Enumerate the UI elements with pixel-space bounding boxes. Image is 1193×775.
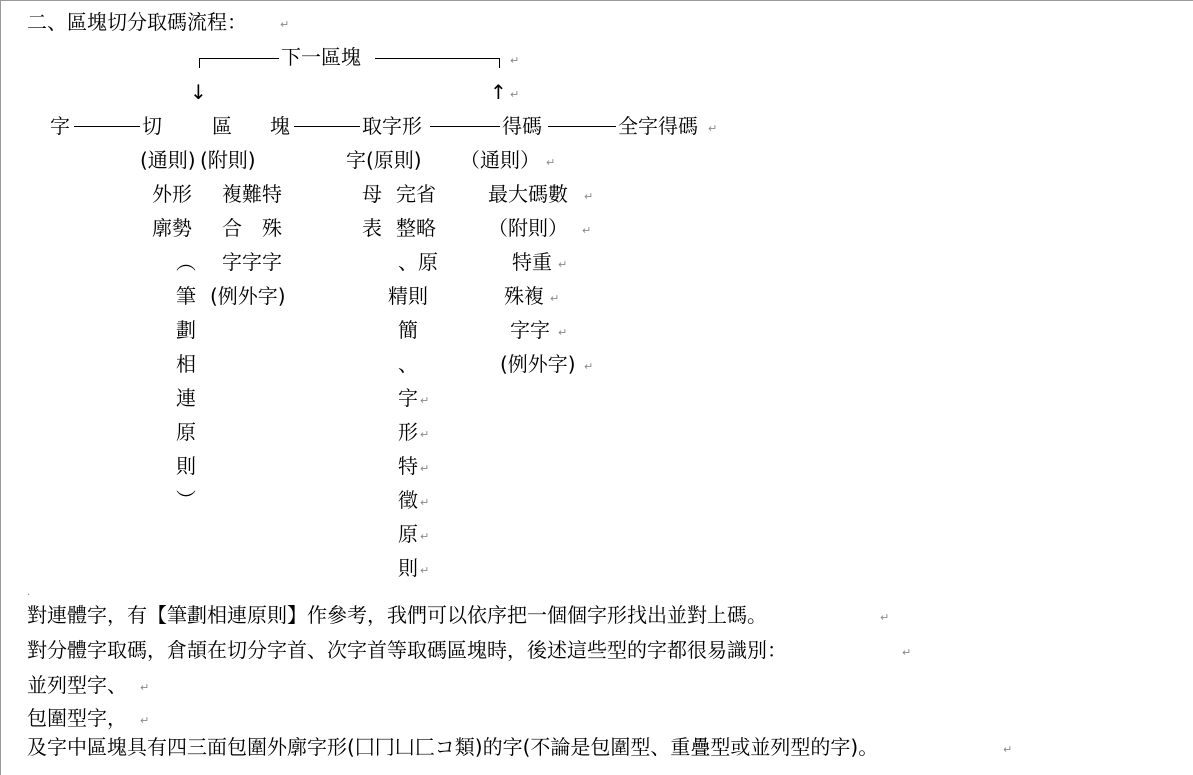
- vertical-char: 、: [398, 352, 418, 376]
- paragraph-mark: ↵: [420, 462, 430, 475]
- mu-biao-2: 表: [362, 216, 382, 240]
- node-zi: 字: [50, 114, 70, 138]
- node-quan-zi-de-ma: 全字得碼: [618, 114, 698, 138]
- paragraph-mark: ↵: [546, 156, 556, 169]
- vertical-char: ︶: [176, 488, 196, 512]
- vertical-char: 連: [176, 386, 196, 410]
- vertical-char: 則: [176, 454, 196, 478]
- complex-line-1: 複難特: [222, 182, 282, 206]
- node-de-ma: 得碼: [502, 114, 542, 138]
- vertical-char: 徵: [398, 488, 418, 512]
- vertical-char: 形: [398, 420, 418, 444]
- paragraph-mark: ↵: [708, 122, 718, 135]
- vertical-char: 筆: [176, 284, 196, 308]
- node-qu-zi-xing: 取字形: [362, 114, 422, 138]
- paragraph-mark: ↵: [140, 681, 150, 694]
- paragraph-mark: ↵: [902, 646, 912, 659]
- vertical-char: 特: [398, 454, 418, 478]
- paragraph-mark: ↵: [550, 292, 560, 305]
- de-ma-general: （通則）: [460, 148, 540, 172]
- paragraph-mark: ↵: [584, 190, 594, 203]
- node-qie: 切: [142, 114, 162, 138]
- paragraph-mark: ↵: [558, 258, 568, 271]
- loop-left-tick: [199, 58, 200, 68]
- vertical-char: ︵: [176, 250, 196, 274]
- paragraph-mark: ↵: [420, 394, 430, 407]
- vertical-char: 簡: [398, 318, 418, 342]
- paragraph-5: 及字中區塊具有四三面包圍外廓字形(囗冂凵匚コ類)的字(不論是包圍型、重疊型或並列型的字)。: [27, 735, 879, 759]
- paragraph-2: 對分體字取碼，倉頡在切分字首、次字首等取碼區塊時，後述這些型的字都很易識別：: [27, 638, 787, 662]
- paragraph-3: 並列型字、: [27, 673, 127, 697]
- wan-zheng-4: 精則: [388, 284, 428, 308]
- paragraph-mark: ↵: [880, 611, 890, 624]
- window-frame-left: [0, 0, 1, 775]
- waixing-line-2: 廓勢: [152, 216, 192, 240]
- paragraph-mark: ↵: [420, 564, 430, 577]
- vertical-char: 字: [398, 386, 418, 410]
- wan-zheng-1: 完省: [396, 182, 436, 206]
- paragraph-mark: ↵: [584, 360, 594, 373]
- loop-right-tick: [499, 58, 500, 68]
- connector-line: [548, 126, 616, 127]
- de-ma-appendix: （附則）: [488, 216, 568, 240]
- vertical-char: 劃: [176, 318, 196, 342]
- paragraph-mark: ↵: [280, 18, 290, 31]
- paragraph-mark: ↵: [510, 88, 520, 101]
- wan-zheng-3: 、原: [398, 250, 438, 274]
- max-code: 最大碼數: [488, 182, 568, 206]
- complex-line-2: 合 殊: [222, 216, 282, 240]
- node-qu: 區: [212, 114, 232, 138]
- vertical-char: 原: [398, 522, 418, 546]
- mu-biao-1: 母: [362, 182, 382, 206]
- loop-line-left: [199, 58, 279, 59]
- section-heading: 二、區塊切分取碼流程：: [27, 10, 247, 34]
- paragraph-mark: ↵: [420, 530, 430, 543]
- small-mark: .: [27, 585, 31, 598]
- complex-line-3: 字字字: [222, 250, 282, 274]
- special-exception: (例外字): [500, 352, 576, 376]
- zi-principle: 字(原則): [346, 148, 422, 172]
- paragraph-mark: ↵: [1003, 743, 1013, 756]
- special-line-2: 殊複: [504, 284, 544, 308]
- connector-line: [294, 126, 360, 127]
- arrow-down-icon: ↓: [190, 80, 207, 104]
- wan-zheng-2: 整略: [396, 216, 436, 240]
- arrow-up-icon: ↑: [490, 80, 507, 104]
- paragraph-mark: ↵: [420, 428, 430, 441]
- vertical-char: 原: [176, 420, 196, 444]
- vertical-char: 則: [398, 556, 418, 580]
- paragraph-4: 包圍型字，: [27, 706, 127, 730]
- rule-appendix: (附則): [200, 148, 256, 172]
- vertical-char: 相: [176, 352, 196, 376]
- loop-line-right: [375, 58, 500, 59]
- special-line-3: 字字: [510, 318, 550, 342]
- paragraph-1: 對連體字，有【筆劃相連原則】作參考，我們可以依序把一個個字形找出並對上碼。: [27, 603, 767, 627]
- loop-label: 下一區塊: [281, 45, 361, 69]
- paragraph-mark: ↵: [582, 224, 592, 237]
- window-frame-top: [0, 0, 1193, 1]
- paragraph-mark: ↵: [510, 54, 520, 67]
- paragraph-mark: ↵: [420, 496, 430, 509]
- special-line-1: 特重: [512, 250, 552, 274]
- complex-exception: (例外字): [210, 284, 286, 308]
- waixing-line-1: 外形: [152, 182, 192, 206]
- connector-line: [430, 126, 500, 127]
- node-kuai: 塊: [270, 114, 290, 138]
- paragraph-mark: ↵: [140, 714, 150, 727]
- paragraph-mark: ↵: [558, 326, 568, 339]
- connector-line: [74, 126, 140, 127]
- rule-general: (通則): [140, 148, 196, 172]
